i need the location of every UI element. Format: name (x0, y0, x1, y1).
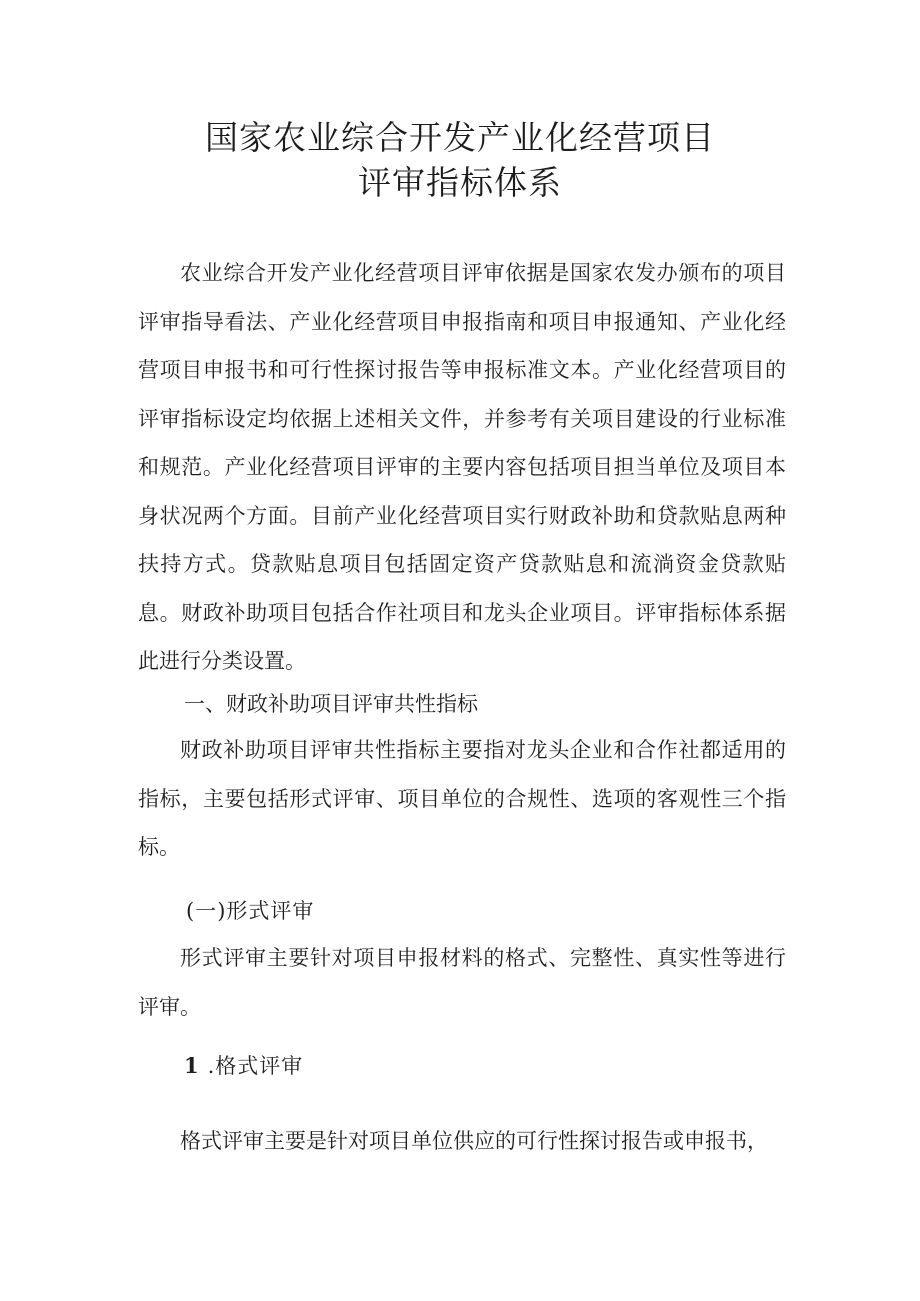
section-heading-fiscal-subsidy: 一、财政补助项目评审共性指标 (184, 692, 478, 716)
item-paragraph-format-review: 格式评审主要是针对项目单位供应的可行性探讨报告或申报书， (180, 1129, 768, 1153)
subsection-paragraph-formal-review: 形式评审主要针对项目申报材料的格式、完整性、真实性等进行评审。 (138, 946, 786, 1019)
document-title-line1: 国家农业综合开发产业化经营项目 (205, 118, 715, 157)
item-heading-text: .格式评审 (207, 1054, 304, 1078)
intro-paragraph: 农业综合开发产业化经营项目评审依据是国家农发办颁布的项目评审指导看法、产业化经营项目申报指南和项目申报通知、产业化经营项目申报书和可行性探讨报告等申报标准文本。产业化经营项目的评审指标设定均依据上述相关文件，并参考有关项目建设的行业标准和规范。产业化经营项目评审的主要内容包括项目担当单位及项目本身状况两个方面。目前产业化经营项目实行财政补助和贷款贴息两种扶持方式。贷款贴息项目包括固定资产贷款贴息和流淌资金贷款贴息。财政补助项目包括合作社项目和龙头企业项目。评审指标体系据此进行分类设置。 (138, 261, 786, 673)
subsection-heading-formal-review: (一)形式评审 (186, 899, 315, 923)
section-paragraph-common-indicators: 财政补助项目评审共性指标主要指对龙头企业和合作社都适用的指标，主要包括形式评审、项目单位的合规性、选项的客观性三个指标。 (138, 738, 786, 859)
item-number: 1 (184, 1053, 200, 1078)
document-title-line2: 评审指标体系 (358, 163, 562, 202)
item-heading-format-review (184, 1044, 303, 1088)
